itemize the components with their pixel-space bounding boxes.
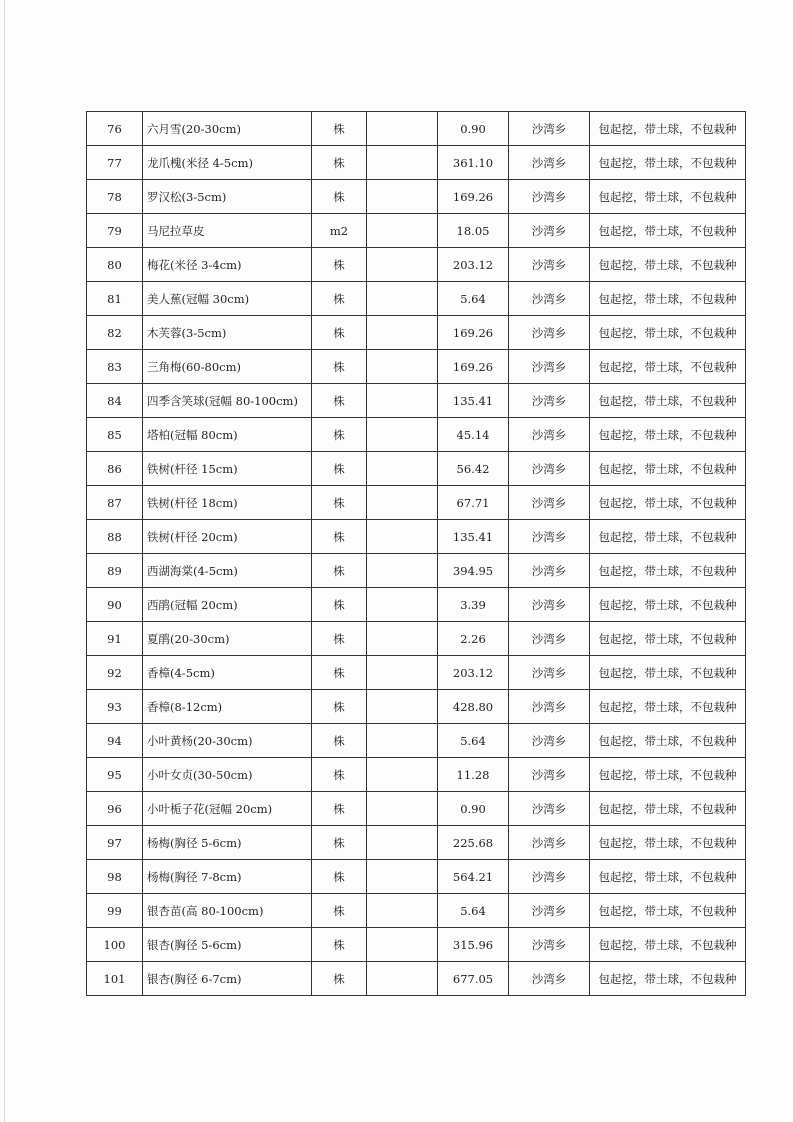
township-cell: 沙湾乡 bbox=[509, 724, 590, 758]
row-number-cell: 95 bbox=[87, 758, 143, 792]
township-cell: 沙湾乡 bbox=[509, 826, 590, 860]
unit-price-cell: 169.26 bbox=[438, 350, 509, 384]
plant-name-cell: 西湖海棠(4-5cm) bbox=[143, 554, 312, 588]
township-cell: 沙湾乡 bbox=[509, 486, 590, 520]
row-number-cell: 77 bbox=[87, 146, 143, 180]
table-row bbox=[87, 724, 746, 758]
row-number-cell: 87 bbox=[87, 486, 143, 520]
unit-cell: m2 bbox=[312, 214, 367, 248]
blank-cell-cell bbox=[367, 826, 438, 860]
row-number-cell: 81 bbox=[87, 282, 143, 316]
remark-cell: 包起挖，带土球，不包栽种 bbox=[590, 928, 746, 962]
table-row bbox=[87, 622, 746, 656]
remark-cell: 包起挖，带土球，不包栽种 bbox=[590, 452, 746, 486]
unit-price-cell: 315.96 bbox=[438, 928, 509, 962]
unit-price-cell: 361.10 bbox=[438, 146, 509, 180]
plant-name-cell: 铁树(杆径 18cm) bbox=[143, 486, 312, 520]
remark-cell: 包起挖，带土球，不包栽种 bbox=[590, 724, 746, 758]
remark-cell: 包起挖，带土球，不包栽种 bbox=[590, 758, 746, 792]
blank-cell-cell bbox=[367, 622, 438, 656]
blank-cell-cell bbox=[367, 214, 438, 248]
township-cell: 沙湾乡 bbox=[509, 792, 590, 826]
remark-cell: 包起挖，带土球，不包栽种 bbox=[590, 588, 746, 622]
table-row bbox=[87, 826, 746, 860]
table-row bbox=[87, 758, 746, 792]
unit-cell: 株 bbox=[312, 588, 367, 622]
plant-name-cell: 马尼拉草皮 bbox=[143, 214, 312, 248]
table-row bbox=[87, 588, 746, 622]
table-row bbox=[87, 792, 746, 826]
plant-name-cell: 西鹃(冠幅 20cm) bbox=[143, 588, 312, 622]
row-number-cell: 88 bbox=[87, 520, 143, 554]
table-row bbox=[87, 690, 746, 724]
blank-cell-cell bbox=[367, 554, 438, 588]
remark-cell: 包起挖，带土球，不包栽种 bbox=[590, 860, 746, 894]
unit-cell: 株 bbox=[312, 622, 367, 656]
plant-name-cell: 小叶女贞(30-50cm) bbox=[143, 758, 312, 792]
unit-price-cell: 18.05 bbox=[438, 214, 509, 248]
unit-cell: 株 bbox=[312, 452, 367, 486]
row-number-cell: 97 bbox=[87, 826, 143, 860]
township-cell: 沙湾乡 bbox=[509, 180, 590, 214]
unit-cell: 株 bbox=[312, 792, 367, 826]
table-row bbox=[87, 894, 746, 928]
plant-name-cell: 四季含笑球(冠幅 80-100cm) bbox=[143, 384, 312, 418]
township-cell: 沙湾乡 bbox=[509, 860, 590, 894]
township-cell: 沙湾乡 bbox=[509, 384, 590, 418]
plant-name-cell: 木芙蓉(3-5cm) bbox=[143, 316, 312, 350]
row-number-cell: 99 bbox=[87, 894, 143, 928]
row-number-cell: 82 bbox=[87, 316, 143, 350]
blank-cell-cell bbox=[367, 146, 438, 180]
township-cell: 沙湾乡 bbox=[509, 452, 590, 486]
table-row bbox=[87, 146, 746, 180]
blank-cell-cell bbox=[367, 792, 438, 826]
unit-cell: 株 bbox=[312, 690, 367, 724]
row-number-cell: 101 bbox=[87, 962, 143, 996]
table-row bbox=[87, 180, 746, 214]
blank-cell-cell bbox=[367, 418, 438, 452]
plant-name-cell: 夏鹃(20-30cm) bbox=[143, 622, 312, 656]
row-number-cell: 76 bbox=[87, 112, 143, 146]
unit-cell: 株 bbox=[312, 146, 367, 180]
blank-cell-cell bbox=[367, 656, 438, 690]
row-number-cell: 94 bbox=[87, 724, 143, 758]
township-cell: 沙湾乡 bbox=[509, 554, 590, 588]
plant-name-cell: 塔柏(冠幅 80cm) bbox=[143, 418, 312, 452]
plant-name-cell: 银杏(胸径 5-6cm) bbox=[143, 928, 312, 962]
remark-cell: 包起挖，带土球，不包栽种 bbox=[590, 826, 746, 860]
blank-cell-cell bbox=[367, 282, 438, 316]
township-cell: 沙湾乡 bbox=[509, 350, 590, 384]
blank-cell-cell bbox=[367, 486, 438, 520]
blank-cell-cell bbox=[367, 384, 438, 418]
unit-cell: 株 bbox=[312, 112, 367, 146]
remark-cell: 包起挖，带土球，不包栽种 bbox=[590, 894, 746, 928]
township-cell: 沙湾乡 bbox=[509, 146, 590, 180]
table-row bbox=[87, 962, 746, 996]
row-number-cell: 83 bbox=[87, 350, 143, 384]
plant-name-cell: 铁树(杆径 15cm) bbox=[143, 452, 312, 486]
table-row bbox=[87, 418, 746, 452]
plant-name-cell: 罗汉松(3-5cm) bbox=[143, 180, 312, 214]
table-row bbox=[87, 350, 746, 384]
township-cell: 沙湾乡 bbox=[509, 282, 590, 316]
table-row bbox=[87, 316, 746, 350]
unit-price-cell: 225.68 bbox=[438, 826, 509, 860]
township-cell: 沙湾乡 bbox=[509, 690, 590, 724]
table-row bbox=[87, 520, 746, 554]
remark-cell: 包起挖，带土球，不包栽种 bbox=[590, 418, 746, 452]
township-cell: 沙湾乡 bbox=[509, 622, 590, 656]
table-row bbox=[87, 452, 746, 486]
plant-name-cell: 六月雪(20-30cm) bbox=[143, 112, 312, 146]
blank-cell-cell bbox=[367, 860, 438, 894]
row-number-cell: 100 bbox=[87, 928, 143, 962]
unit-cell: 株 bbox=[312, 758, 367, 792]
township-cell: 沙湾乡 bbox=[509, 112, 590, 146]
remark-cell: 包起挖，带土球，不包栽种 bbox=[590, 180, 746, 214]
remark-cell: 包起挖，带土球，不包栽种 bbox=[590, 656, 746, 690]
township-cell: 沙湾乡 bbox=[509, 588, 590, 622]
township-cell: 沙湾乡 bbox=[509, 656, 590, 690]
remark-cell: 包起挖，带土球，不包栽种 bbox=[590, 112, 746, 146]
unit-cell: 株 bbox=[312, 860, 367, 894]
unit-cell: 株 bbox=[312, 248, 367, 282]
township-cell: 沙湾乡 bbox=[509, 418, 590, 452]
plant-name-cell: 银杏苗(高 80-100cm) bbox=[143, 894, 312, 928]
remark-cell: 包起挖，带土球，不包栽种 bbox=[590, 690, 746, 724]
plant-name-cell: 铁树(杆径 20cm) bbox=[143, 520, 312, 554]
price-table-body bbox=[87, 112, 746, 996]
unit-cell: 株 bbox=[312, 962, 367, 996]
remark-cell: 包起挖，带土球，不包栽种 bbox=[590, 248, 746, 282]
row-number-cell: 93 bbox=[87, 690, 143, 724]
blank-cell-cell bbox=[367, 452, 438, 486]
unit-price-cell: 203.12 bbox=[438, 656, 509, 690]
row-number-cell: 86 bbox=[87, 452, 143, 486]
remark-cell: 包起挖，带土球，不包栽种 bbox=[590, 316, 746, 350]
township-cell: 沙湾乡 bbox=[509, 894, 590, 928]
unit-price-cell: 0.90 bbox=[438, 792, 509, 826]
plant-name-cell: 三角梅(60-80cm) bbox=[143, 350, 312, 384]
row-number-cell: 84 bbox=[87, 384, 143, 418]
table-row bbox=[87, 248, 746, 282]
blank-cell-cell bbox=[367, 112, 438, 146]
township-cell: 沙湾乡 bbox=[509, 928, 590, 962]
township-cell: 沙湾乡 bbox=[509, 758, 590, 792]
table-row bbox=[87, 282, 746, 316]
unit-cell: 株 bbox=[312, 928, 367, 962]
township-cell: 沙湾乡 bbox=[509, 520, 590, 554]
unit-cell: 株 bbox=[312, 384, 367, 418]
unit-cell: 株 bbox=[312, 724, 367, 758]
unit-price-cell: 56.42 bbox=[438, 452, 509, 486]
blank-cell-cell bbox=[367, 894, 438, 928]
blank-cell-cell bbox=[367, 350, 438, 384]
row-number-cell: 90 bbox=[87, 588, 143, 622]
table-row bbox=[87, 112, 746, 146]
blank-cell-cell bbox=[367, 928, 438, 962]
township-cell: 沙湾乡 bbox=[509, 214, 590, 248]
unit-cell: 株 bbox=[312, 486, 367, 520]
plant-name-cell: 杨梅(胸径 7-8cm) bbox=[143, 860, 312, 894]
plant-name-cell: 杨梅(胸径 5-6cm) bbox=[143, 826, 312, 860]
township-cell: 沙湾乡 bbox=[509, 962, 590, 996]
remark-cell: 包起挖，带土球，不包栽种 bbox=[590, 486, 746, 520]
township-cell: 沙湾乡 bbox=[509, 316, 590, 350]
table-row bbox=[87, 214, 746, 248]
unit-price-cell: 394.95 bbox=[438, 554, 509, 588]
row-number-cell: 80 bbox=[87, 248, 143, 282]
unit-price-cell: 135.41 bbox=[438, 520, 509, 554]
township-cell: 沙湾乡 bbox=[509, 248, 590, 282]
plant-name-cell: 香樟(4-5cm) bbox=[143, 656, 312, 690]
table-row bbox=[87, 554, 746, 588]
unit-cell: 株 bbox=[312, 554, 367, 588]
plant-name-cell: 银杏(胸径 6-7cm) bbox=[143, 962, 312, 996]
unit-cell: 株 bbox=[312, 520, 367, 554]
remark-cell: 包起挖，带土球，不包栽种 bbox=[590, 350, 746, 384]
blank-cell-cell bbox=[367, 180, 438, 214]
price-table bbox=[86, 111, 746, 996]
unit-price-cell: 135.41 bbox=[438, 384, 509, 418]
unit-cell: 株 bbox=[312, 656, 367, 690]
row-number-cell: 91 bbox=[87, 622, 143, 656]
remark-cell: 包起挖，带土球，不包栽种 bbox=[590, 146, 746, 180]
unit-price-cell: 45.14 bbox=[438, 418, 509, 452]
unit-price-cell: 564.21 bbox=[438, 860, 509, 894]
unit-price-cell: 11.28 bbox=[438, 758, 509, 792]
plant-name-cell: 小叶栀子花(冠幅 20cm) bbox=[143, 792, 312, 826]
blank-cell-cell bbox=[367, 588, 438, 622]
unit-price-cell: 5.64 bbox=[438, 894, 509, 928]
plant-name-cell: 香樟(8-12cm) bbox=[143, 690, 312, 724]
unit-cell: 株 bbox=[312, 418, 367, 452]
unit-price-cell: 5.64 bbox=[438, 282, 509, 316]
remark-cell: 包起挖，带土球，不包栽种 bbox=[590, 622, 746, 656]
unit-cell: 株 bbox=[312, 316, 367, 350]
remark-cell: 包起挖，带土球，不包栽种 bbox=[590, 962, 746, 996]
unit-price-cell: 169.26 bbox=[438, 180, 509, 214]
blank-cell-cell bbox=[367, 248, 438, 282]
blank-cell-cell bbox=[367, 758, 438, 792]
remark-cell: 包起挖，带土球，不包栽种 bbox=[590, 792, 746, 826]
unit-cell: 株 bbox=[312, 894, 367, 928]
unit-cell: 株 bbox=[312, 180, 367, 214]
unit-price-cell: 0.90 bbox=[438, 112, 509, 146]
plant-name-cell: 小叶黄杨(20-30cm) bbox=[143, 724, 312, 758]
unit-price-cell: 67.71 bbox=[438, 486, 509, 520]
remark-cell: 包起挖，带土球，不包栽种 bbox=[590, 384, 746, 418]
unit-price-cell: 5.64 bbox=[438, 724, 509, 758]
plant-name-cell: 梅花(米径 3-4cm) bbox=[143, 248, 312, 282]
row-number-cell: 79 bbox=[87, 214, 143, 248]
plant-name-cell: 美人蕉(冠幅 30cm) bbox=[143, 282, 312, 316]
blank-cell-cell bbox=[367, 724, 438, 758]
remark-cell: 包起挖，带土球，不包栽种 bbox=[590, 520, 746, 554]
row-number-cell: 89 bbox=[87, 554, 143, 588]
unit-price-cell: 203.12 bbox=[438, 248, 509, 282]
table-row bbox=[87, 486, 746, 520]
unit-price-cell: 169.26 bbox=[438, 316, 509, 350]
unit-cell: 株 bbox=[312, 826, 367, 860]
blank-cell-cell bbox=[367, 962, 438, 996]
table-row bbox=[87, 928, 746, 962]
remark-cell: 包起挖，带土球，不包栽种 bbox=[590, 214, 746, 248]
unit-price-cell: 3.39 bbox=[438, 588, 509, 622]
row-number-cell: 78 bbox=[87, 180, 143, 214]
table-row bbox=[87, 656, 746, 690]
remark-cell: 包起挖，带土球，不包栽种 bbox=[590, 554, 746, 588]
row-number-cell: 96 bbox=[87, 792, 143, 826]
row-number-cell: 92 bbox=[87, 656, 143, 690]
blank-cell-cell bbox=[367, 690, 438, 724]
blank-cell-cell bbox=[367, 520, 438, 554]
scan-edge-line bbox=[4, 0, 5, 1122]
unit-price-cell: 677.05 bbox=[438, 962, 509, 996]
table-row bbox=[87, 384, 746, 418]
blank-cell-cell bbox=[367, 316, 438, 350]
plant-name-cell: 龙爪槐(米径 4-5cm) bbox=[143, 146, 312, 180]
unit-price-cell: 2.26 bbox=[438, 622, 509, 656]
unit-price-cell: 428.80 bbox=[438, 690, 509, 724]
row-number-cell: 85 bbox=[87, 418, 143, 452]
row-number-cell: 98 bbox=[87, 860, 143, 894]
table-row bbox=[87, 860, 746, 894]
unit-cell: 株 bbox=[312, 350, 367, 384]
unit-cell: 株 bbox=[312, 282, 367, 316]
remark-cell: 包起挖，带土球，不包栽种 bbox=[590, 282, 746, 316]
